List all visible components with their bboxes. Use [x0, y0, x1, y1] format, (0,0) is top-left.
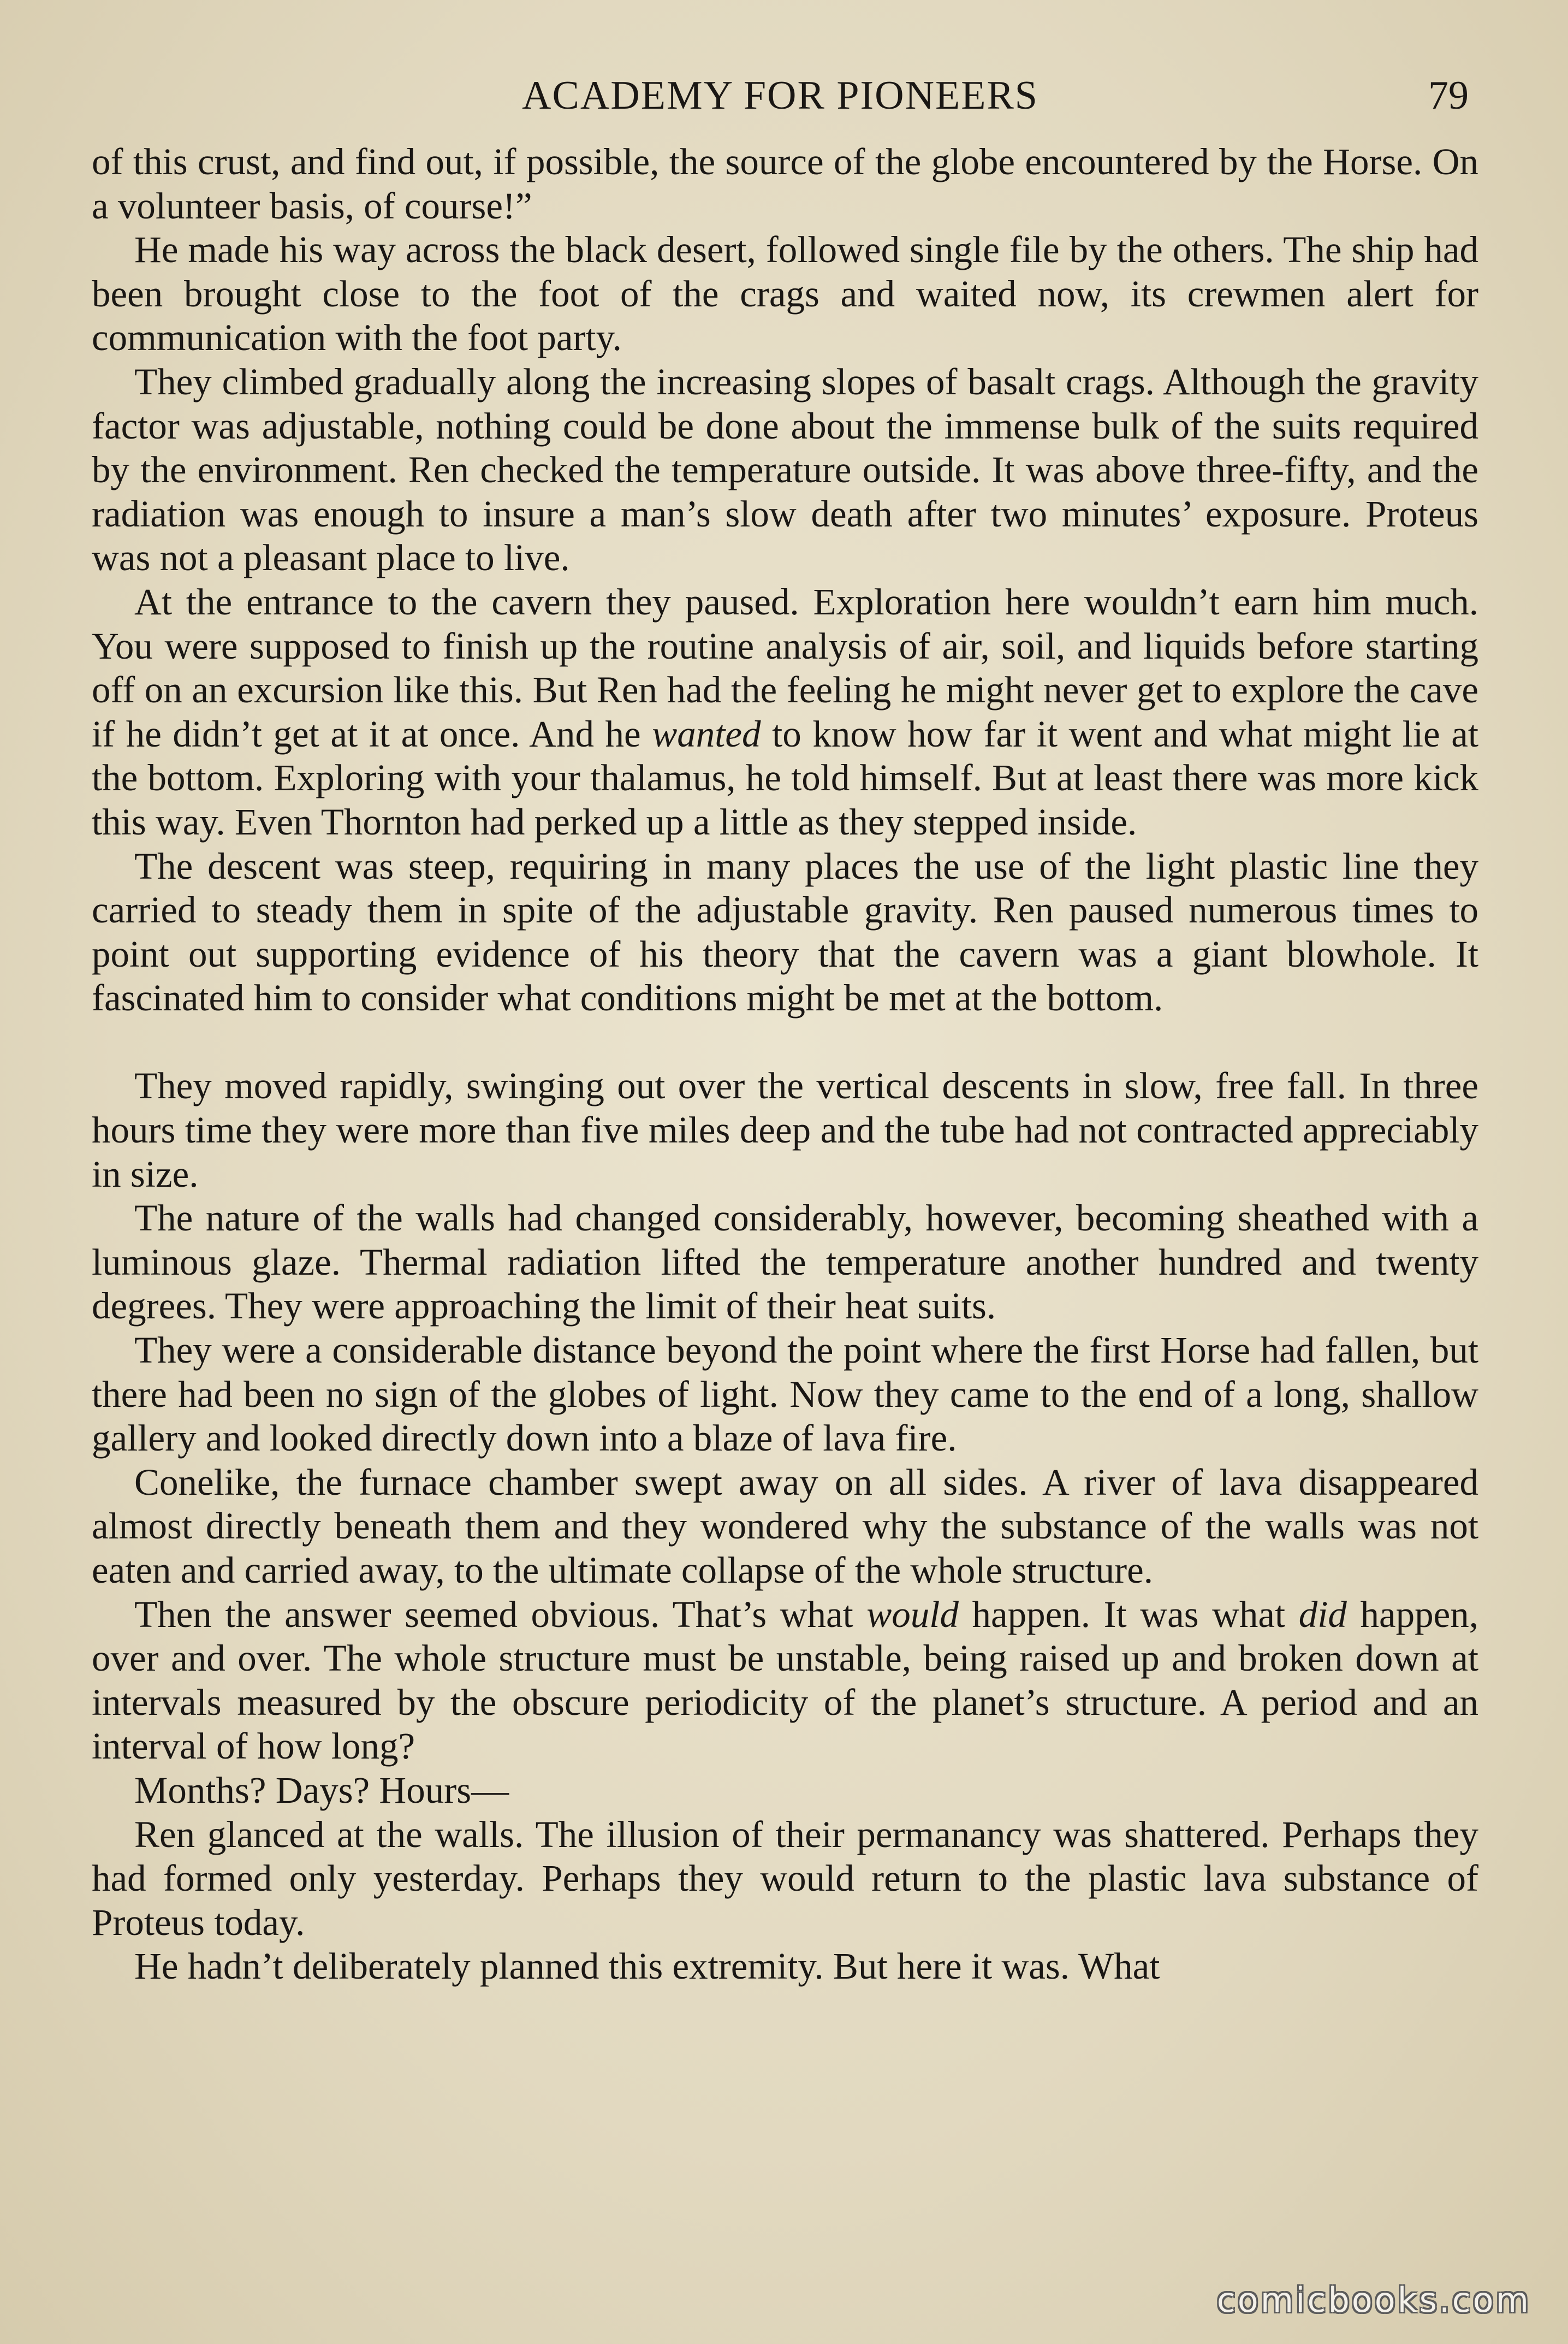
emphasis: did — [1298, 1593, 1347, 1635]
paragraph: The descent was steep, requiring in many places the use of the light plastic line they carried to steady them in spite of the adjustable gravity. Ren paused numerous times to point out supporting evidence of his theory that the cavern was a giant blowhole. It fascinated him to consider what conditions might be met at the bottom. — [92, 845, 1478, 1019]
paragraph — [92, 1593, 1478, 1768]
paragraph: They climbed gradually along the increasing slopes of basalt crags. Although the gravity factor was adjustable, nothing could be done about the immense bulk of the suits required by the environment. Ren checked the temperature outside. It was above three-fifty, and the radiation was enough to insure a man’s slow death after two minutes’ exposure. Proteus was not a pleasant place to live. — [92, 360, 1478, 579]
paragraph: Ren glanced at the walls. The illusion of their permanancy was shattered. Perhaps they had formed only yesterday. Perhaps they would return to the plastic lava substance of Proteus today. — [92, 1813, 1478, 1943]
watermark: comicbooks.com — [1216, 2280, 1531, 2320]
paragraph: They moved rapidly, swinging out over the vertical descents in slow, free fall. In three hours time they were more than five miles deep and the tube had not contracted appreciably in size. — [92, 1065, 1478, 1195]
paragraph: of this crust, and find out, if possible, the source of the globe encountered by the Horse. On a volunteer basis, of course!” — [92, 141, 1478, 227]
running-title: ACADEMY FOR PIONEERS — [522, 73, 1038, 118]
paragraph: He hadn’t deliberately planned this extremity. But here it was. What — [134, 1945, 1160, 1987]
paragraph: Months? Days? Hours— — [134, 1769, 509, 1811]
text-run: Then the answer seemed obvious. That’s what — [134, 1593, 867, 1635]
page-number: 79 — [1428, 73, 1469, 118]
text-run: happen, over and over. The whole structure must be unstable, being raised up and broken down at intervals measured by the obscure periodicity of the planet’s structure. A period and an interval of how long? — [92, 1593, 1478, 1767]
paragraph: The nature of the walls had changed considerably, however, becoming sheathed with a luminous glaze. Thermal radiation lifted the temperature another hundred and twenty degrees. They were approaching the limit of their heat suits. — [92, 1197, 1478, 1327]
emphasis: wanted — [652, 713, 761, 755]
text-run: At the entrance to the cavern they paused. Exploration here wouldn’t earn him much. You were supposed to finish up the routine analysis of air, soil, and liquids before starting off on an excursion like this. But Ren had the feeling he might never get to explore the cave if he didn’t get at it at once. And he — [92, 581, 1478, 755]
running-head — [92, 66, 1469, 126]
body-text — [92, 140, 1478, 1988]
text-run: happen. It was what — [958, 1593, 1299, 1635]
paragraph: He made his way across the black desert, followed single file by the others. The ship had been brought close to the foot of the crags and waited now, its crewmen alert for communication with the foot party. — [92, 229, 1478, 359]
paragraph — [92, 580, 1478, 844]
paragraph: They were a considerable distance beyond the point where the first Horse had fallen, but there had been no sign of the globes of light. Now they came to the end of a long, shallow gallery and looked directly down into a blaze of lava fire. — [92, 1329, 1478, 1459]
emphasis: would — [866, 1593, 959, 1635]
text-run: to know how far it went and what might lie at the bottom. Exploring with your thalamus, he told himself. But at least there was more kick this way. Even Thornton had perked up a little as they stepped inside. — [92, 713, 1478, 843]
paragraph: Conelike, the furnace chamber swept away on all sides. A river of lava disappeared almost directly beneath them and they wondered why the substance of the walls was not eaten and carried away, to the ultimate collapse of the whole structure. — [92, 1461, 1478, 1591]
